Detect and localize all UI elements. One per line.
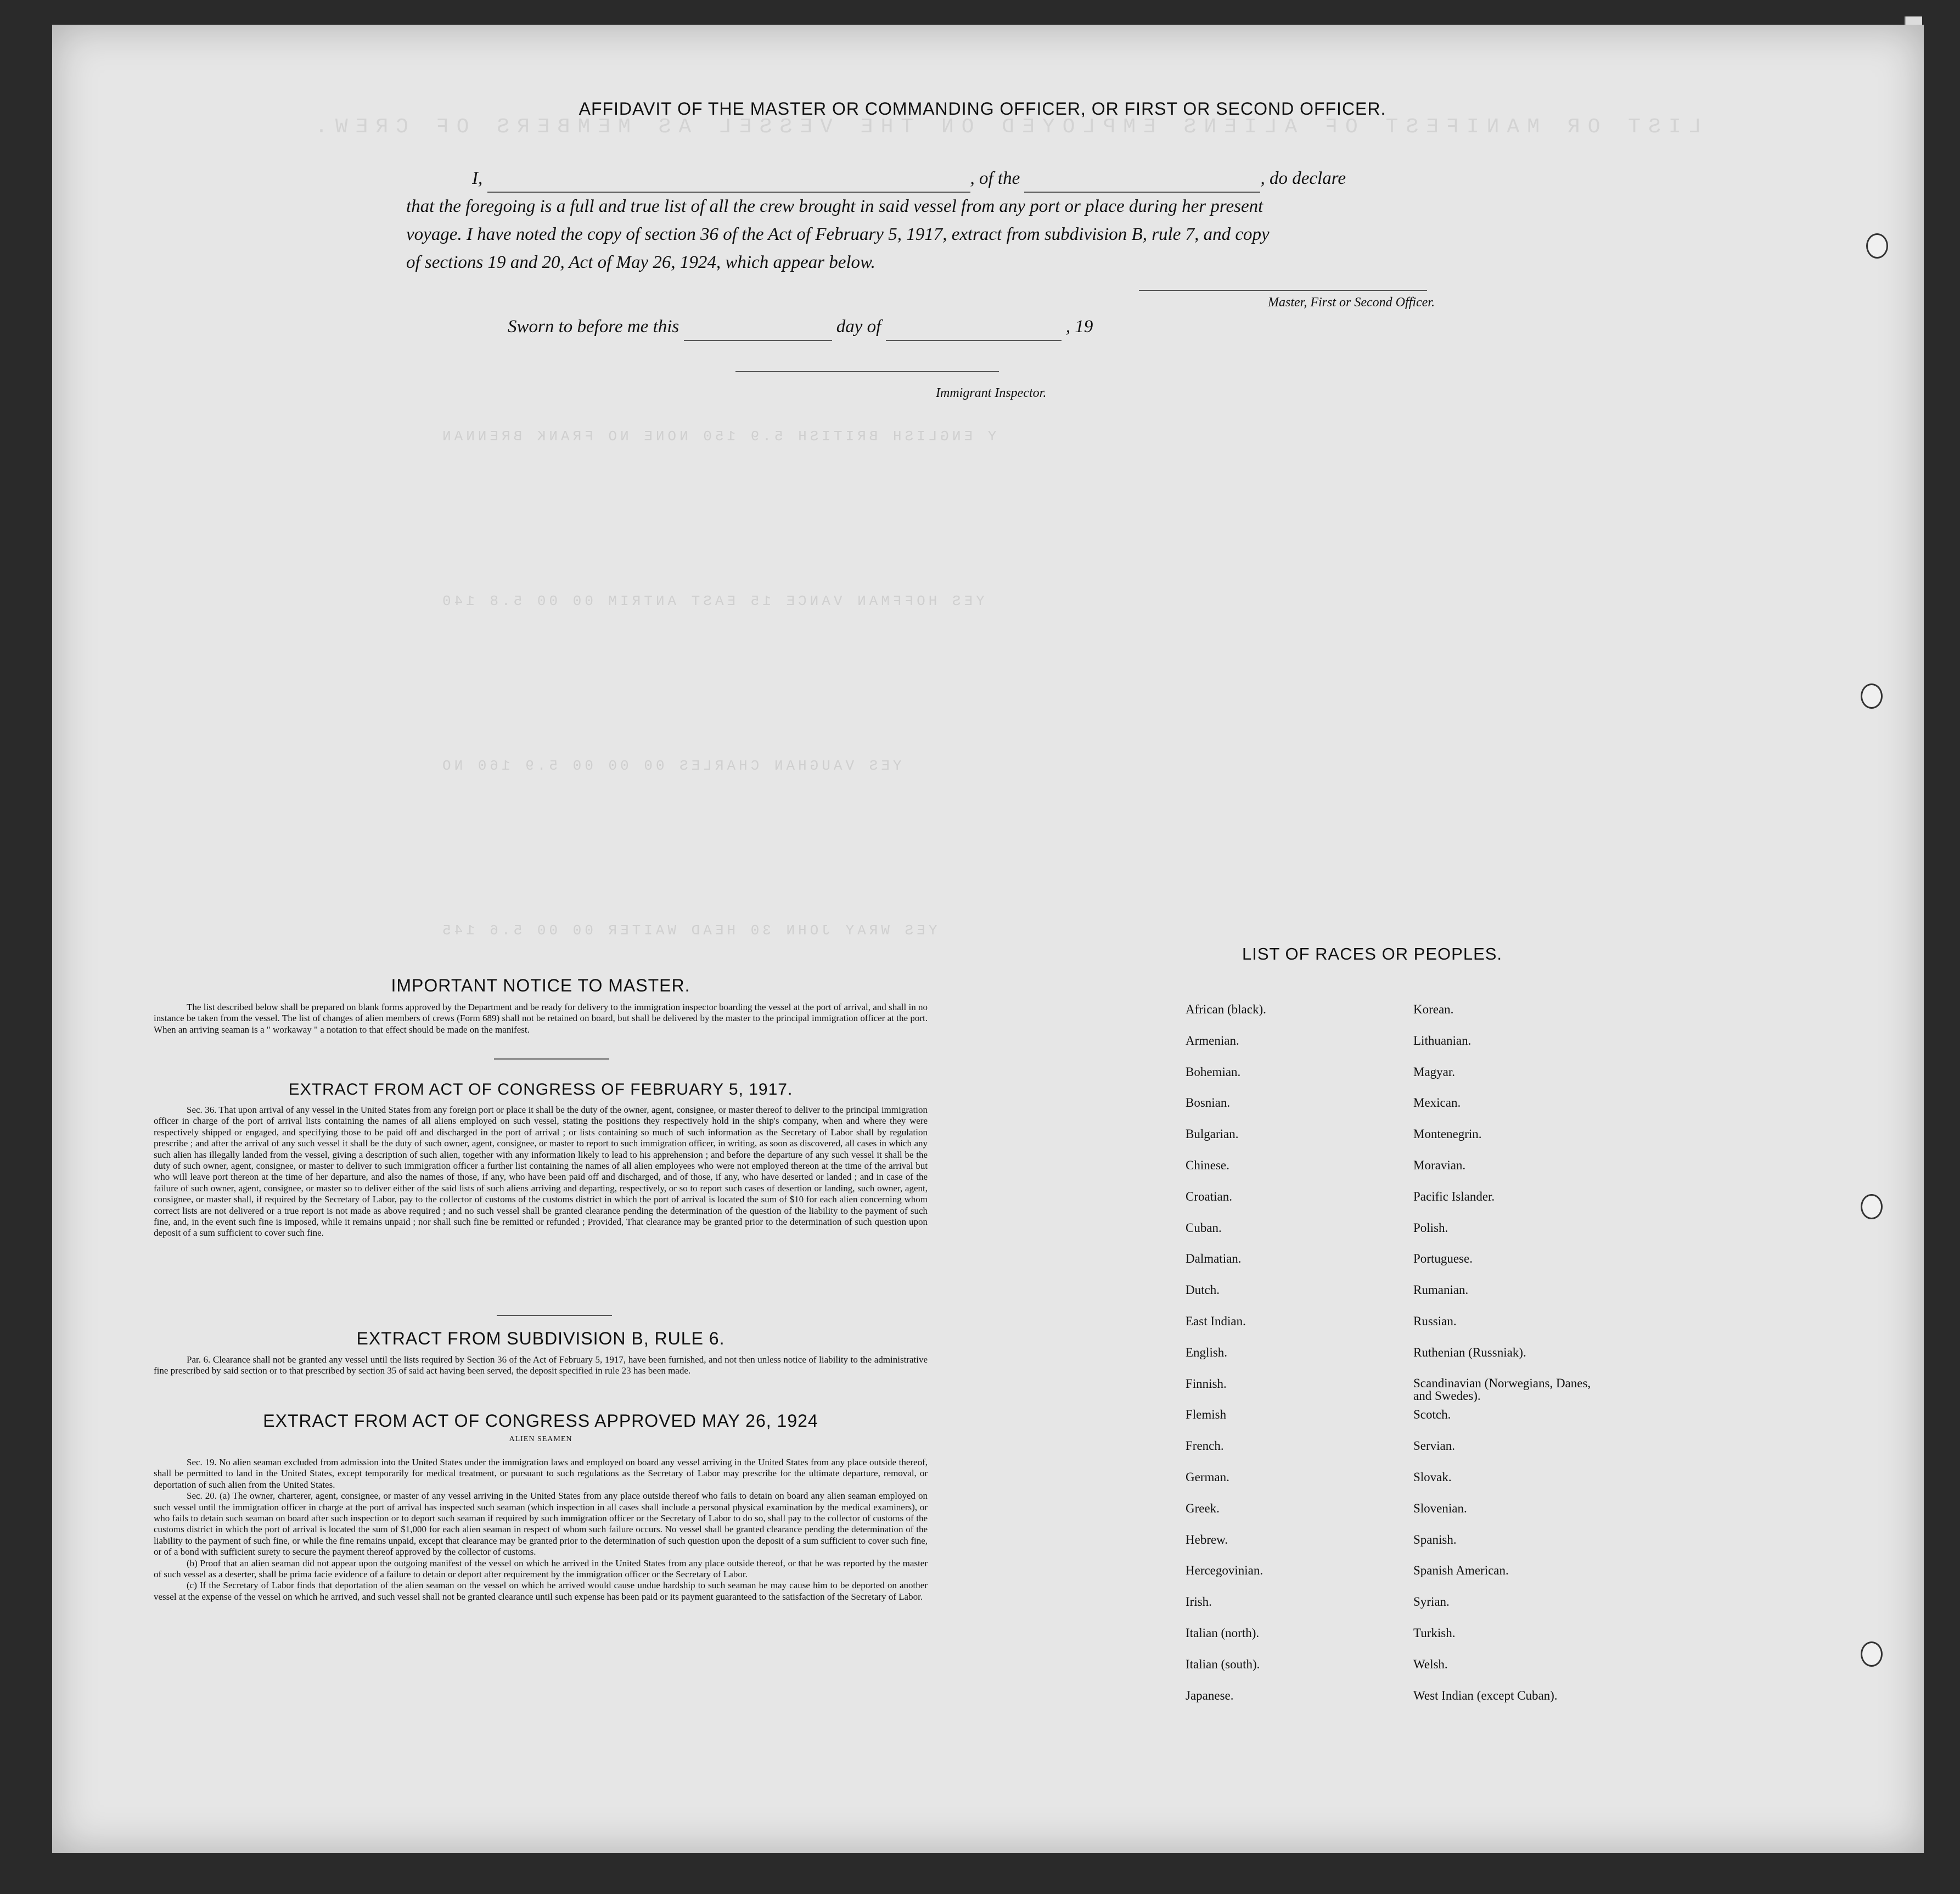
affidavit-declaration (406, 165, 1504, 277)
race-item: Hebrew. (1186, 1532, 1228, 1546)
affidavit-statement-line-3: of sections 19 and 20, Act of May 26, 1924, which appear below. (406, 253, 875, 273)
race-item: Magyar. (1413, 1064, 1456, 1079)
race-item: Slovenian. (1413, 1501, 1467, 1515)
race-item: English. (1186, 1345, 1228, 1359)
sworn-day-field[interactable] (684, 323, 832, 341)
race-item: Chinese. (1186, 1158, 1229, 1172)
bleed-through-text: YES VAUGHAN CHARLES 00 00 00 5.9 160 NO (439, 758, 902, 774)
race-item: Armenian. (1186, 1033, 1239, 1047)
race-item: Italian (north). (1186, 1626, 1260, 1640)
race-item: Irish. (1186, 1595, 1212, 1609)
extract-1917-body: Sec. 36. That upon arrival of any vessel in the United States from any foreign port or place it shall be the duty of the owner, agent, consignee, or master thereof to deliver to the principal immigration officer in charge of the port of arrival lists containing the names of all aliens employed on such vessel, stating the positions they respectively hold in the ship's company, when and where they were respectively shipped or engaged, and specifying those to be paid off and discharged in the port of arrival ; or lists containing so much of such information as the Secretary of Labor shall by regulation prescribe ; and after the arrival of any such vessel it shall be the duty of such owner, agent, consignee, or master to report to such immigration officer, in writing, as soon as discovered, all cases in which any such alien has illegally landed from the vessel, giving a description of such alien, together with any information likely to lead to his apprehension ; and before the departure of any such vessel it shall be the duty of such owner, agent, consignee, or master to deliver to such immigration officer a further list containing the names of all alien employees who were not employed thereon at the time of the arrival but who will leave port thereon at the time of her departure, and also the names of those, if any, who have been paid off and discharged, and of those, if any, who have deserted or landed ; and in case of the failure of such owner, agent, consignee, or master so to deliver either of the said lists of such aliens arriving and departing, respectively, or so to report such cases of desertion or landing, such owner, agent, consignee, or master shall, if required by the Secretary of Labor, pay to the collector of customs of the customs district in which the port of arrival is located the sum of $10 for each alien concerning whom correct lists are not delivered or a true report is not made as above required ; and no such vessel shall be granted clearance pending the determination of the question of the liability to the payment of such fine, and, in the event such fine is imposed, while it remains unpaid ; nor shall such fine be remitted or refunded ; Provided, That clearance may be granted prior to the determination of such question upon deposit of a sum sufficient to cover such fine. (154, 1105, 928, 1239)
race-item: Croatian. (1186, 1189, 1232, 1203)
race-item: Portuguese. (1413, 1252, 1473, 1266)
of-the-label: , of the (970, 169, 1020, 188)
section-divider (494, 1058, 609, 1060)
race-item: Italian (south). (1186, 1657, 1260, 1671)
race-item: Montenegrin. (1413, 1127, 1482, 1141)
officer-name-field[interactable] (487, 175, 970, 193)
sworn-label: Sworn to before me this (508, 317, 679, 337)
binder-hole (1861, 1194, 1883, 1219)
affidavit-statement-line-2: voyage. I have noted the copy of section 36 of the Act of February 5, 1917, extract from subdivision B, rule 7, and copy (406, 225, 1270, 245)
year-label: , 19 (1065, 317, 1093, 337)
vessel-name-field[interactable] (1024, 175, 1260, 193)
binder-hole (1861, 1641, 1883, 1667)
sec-20b: (b) Proof that an alien seaman did not appear upon the outgoing manifest of the vessel on which he arrived in the United States from any place outside thereof, or that he was reported by the master of such vessel as a deserter, shall be prima facie evidence of a failure to detain or deport after requirement by the immigration officer or the Secretary of Labor. (154, 1557, 928, 1579)
race-item: East Indian. (1186, 1314, 1246, 1328)
race-item: Pacific Islander. (1413, 1189, 1495, 1203)
race-item: Rumanian. (1413, 1283, 1469, 1297)
race-item: Flemish (1186, 1408, 1227, 1422)
race-item: Scotch. (1413, 1408, 1451, 1422)
race-item: Hercegovinian. (1186, 1564, 1263, 1578)
extract-rule6-body: Par. 6. Clearance shall not be granted any vessel until the lists required by Section 36 of the Act of February 5, 1917, have been furnished, and not then unless notice of liability to the administrative fine prescribed by said section or to that prescribed by section 35 of said act having been served, the deposit specified in rule 23 has been made. (154, 1354, 928, 1376)
race-item: West Indian (except Cuban). (1413, 1688, 1558, 1702)
race-item: Bohemian. (1186, 1064, 1241, 1079)
race-item: Turkish. (1413, 1626, 1456, 1640)
race-item: Spanish American. (1413, 1564, 1509, 1578)
race-item: Servian. (1413, 1439, 1456, 1453)
race-item: German. (1186, 1470, 1229, 1484)
extract-rule6-title: EXTRACT FROM SUBDIVISION B, RULE 6. (356, 1329, 725, 1348)
bleed-through-text: YES WRAY JOHN 30 HEAD WAITER 00 00 5.6 145 (439, 922, 937, 939)
race-item: Finnish. (1186, 1376, 1227, 1391)
race-item: Bosnian. (1186, 1096, 1231, 1110)
race-item: Greek. (1186, 1501, 1220, 1515)
extract-1924-subtitle: ALIEN SEAMEN (509, 1435, 572, 1443)
race-item: Syrian. (1413, 1595, 1450, 1609)
race-item: Scandinavian (Norwegians, Danes, and Swedes). (1413, 1376, 1591, 1403)
race-item: Dalmatian. (1186, 1252, 1242, 1266)
race-item: Mexican. (1413, 1096, 1461, 1110)
bleed-through-text: Y ENGLISH BRITISH 5.9 150 NONE NO FRANK BRENNAN (439, 428, 997, 445)
bleed-through-text: YES HOFFMAN VANCE 15 EAST ANTRIM 00 00 5.8 140 (439, 593, 985, 609)
races-title: LIST OF RACES OR PEOPLES. (1242, 944, 1503, 963)
race-item: Moravian. (1413, 1158, 1466, 1172)
race-item: Japanese. (1186, 1688, 1234, 1702)
race-item: Ruthenian (Russniak). (1413, 1345, 1526, 1359)
notice-body: The list described below shall be prepared on blank forms approved by the Department and be ready for delivery to the immigration inspector boarding the vessel at the port of arrival, and shall in no instance be taken from the vessel. The list of changes of alien members of crews (Form 689) shall not be retained on board, but shall be delivered by the master to the principal immigration officer at the port. When an arriving seaman is a " workaway " a notation to that effect should be made on the manifest. (154, 1002, 928, 1035)
race-item: Russian. (1413, 1314, 1457, 1328)
race-item: Cuban. (1186, 1220, 1222, 1235)
bleed-through-text: LIST OR MANIFEST OF ALIENS EMPLOYED ON THE VESSEL AS MEMBERS OF CREW. (307, 115, 1701, 139)
race-item: Polish. (1413, 1220, 1448, 1235)
i-label: I, (472, 169, 483, 188)
sworn-line (508, 313, 1605, 341)
race-item: Bulgarian. (1186, 1127, 1239, 1141)
sec-20a: Sec. 20. (a) The owner, charterer, agent, consignee, or master of any vessel arriving in the United States from any place outside thereof who fails to detain on board any alien seaman employed on such vessel until the immigration officer in charge at the port of arrival has inspected such seaman (which inspection in all cases shall include a personal physical examination by the medical examiners), or who fails to detain such seaman on board after such inspection or to deport such seaman if required by such immigration officer or the Secretary of Labor to do so, shall pay to the collector of customs of the customs district in which the port of arrival is located the sum of $1,000 for each alien seaman in respect of whom such failure occurs. No vessel shall be granted clearance pending the determination of the liability to the payment of such fine, or while the fine remains unpaid, except that clearance may be granted prior to the determination of such question upon the deposit of a sum sufficient to cover such fine, or of a bond with sufficient surety to secure the payment thereof approved by the collector of customs. (154, 1490, 928, 1557)
binder-hole (1861, 683, 1883, 709)
race-item: French. (1186, 1439, 1224, 1453)
day-of-label: day of (836, 317, 881, 337)
master-caption: Master, First or Second Officer. (1268, 295, 1435, 310)
race-item: Dutch. (1186, 1283, 1220, 1297)
affidavit-statement-line-1: that the foregoing is a full and true list of all the crew brought in said vessel from any port or place during her present (406, 197, 1263, 217)
master-signature-line[interactable] (1139, 290, 1427, 291)
notice-title: IMPORTANT NOTICE TO MASTER. (391, 976, 690, 995)
race-item: Korean. (1413, 1002, 1454, 1016)
extract-1924-body (154, 1457, 928, 1602)
inspector-caption: Immigrant Inspector. (936, 386, 1047, 400)
do-declare-label: , do declare (1260, 169, 1346, 188)
section-divider (497, 1315, 612, 1316)
binder-hole (1866, 233, 1888, 259)
extract-1924-title: EXTRACT FROM ACT OF CONGRESS APPROVED MAY 26, 1924 (263, 1411, 818, 1431)
sec-20c: (c) If the Secretary of Labor finds that deportation of the alien seaman on the vessel on which he arrived would cause undue hardship to such seaman he may cause him to be deported on another vessel at the expense of the vessel on which he arrived, and such vessel shall not be granted clearance until such expense has been paid or its payment guaranteed to the satisfaction of the Secretary of Labor. (154, 1580, 928, 1602)
affidavit-title: AFFIDAVIT OF THE MASTER OR COMMANDING OFFICER, OR FIRST OR SECOND OFFICER. (579, 99, 1386, 119)
race-item: Spanish. (1413, 1532, 1457, 1546)
inspector-signature-line[interactable] (735, 371, 999, 372)
sec-19: Sec. 19. No alien seaman excluded from admission into the United States under the immigration laws and employed on board any vessel arriving in the United States from any place outside thereof, shall be permitted to land in the United States, except temporarily for medical treatment, or pursuant to such regulations as the Secretary of Labor may prescribe for the ultimate departure, removal, or deportation of such alien from the United States. (154, 1457, 928, 1490)
race-item: Slovak. (1413, 1470, 1452, 1484)
race-item: Lithuanian. (1413, 1033, 1472, 1047)
extract-1917-title: EXTRACT FROM ACT OF CONGRESS OF FEBRUARY 5, 1917. (288, 1080, 793, 1099)
race-item: African (black). (1186, 1002, 1266, 1016)
sworn-month-field[interactable] (886, 323, 1062, 341)
race-item: Welsh. (1413, 1657, 1448, 1671)
